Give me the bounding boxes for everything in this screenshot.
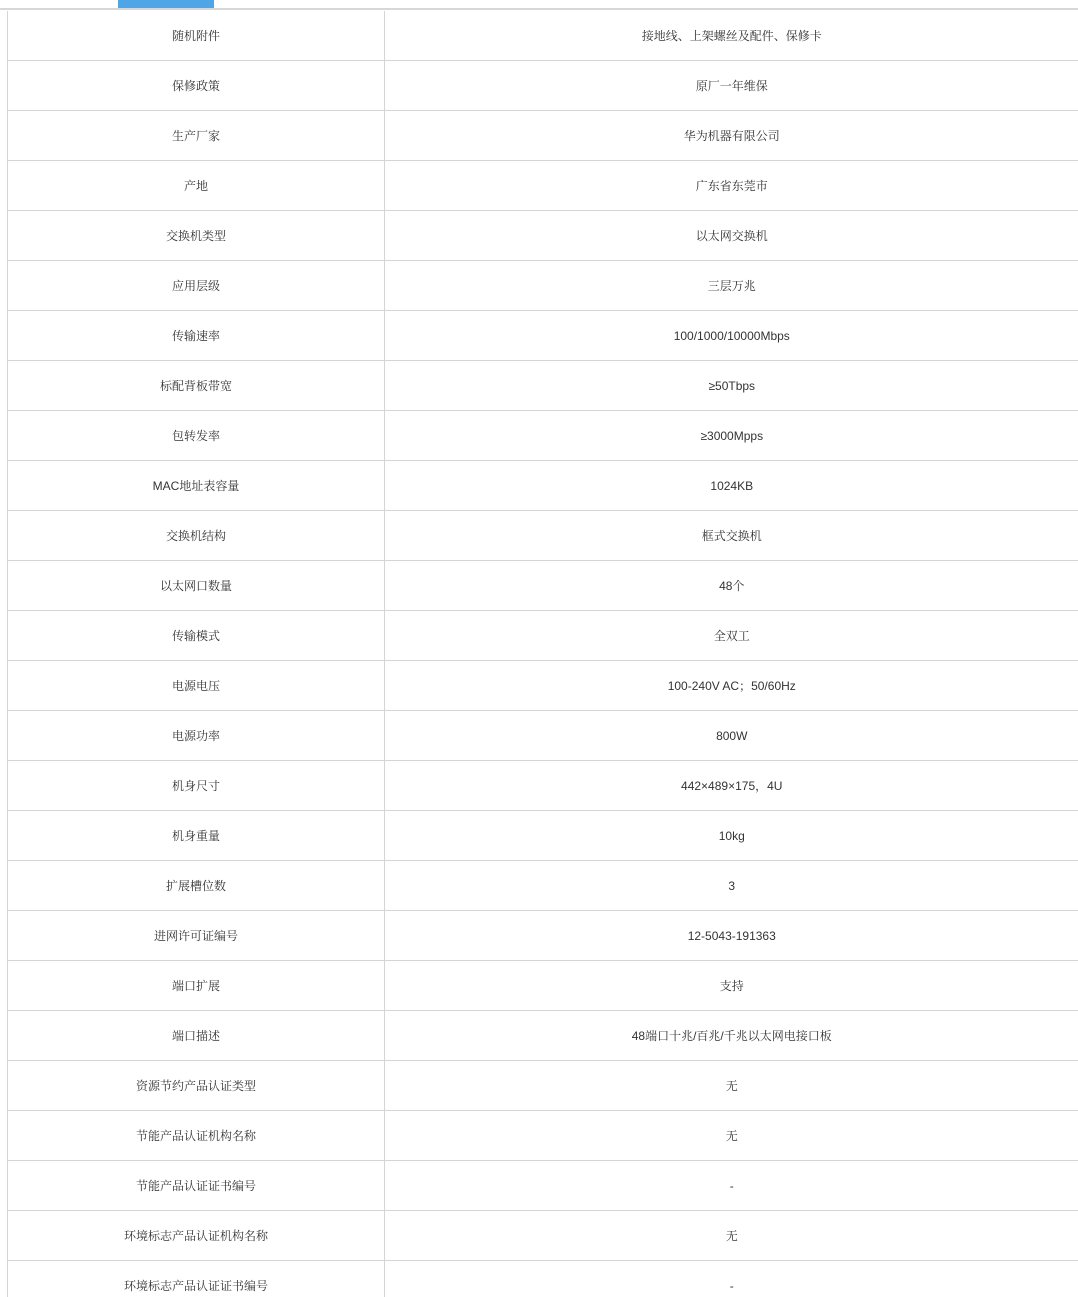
spec-value: 框式交换机 — [385, 511, 1078, 561]
spec-label: 电源功率 — [8, 711, 385, 761]
spec-row — [8, 961, 1078, 1011]
spec-row — [8, 911, 1078, 961]
spec-row — [8, 861, 1078, 911]
spec-value: 48端口十兆/百兆/千兆以太网电接口板 — [385, 1011, 1078, 1061]
spec-label: 节能产品认证机构名称 — [8, 1111, 385, 1161]
spec-table-body — [8, 11, 1078, 1297]
spec-label: 随机附件 — [8, 11, 385, 61]
spec-row — [8, 1061, 1078, 1111]
spec-label: 生产厂家 — [8, 111, 385, 161]
spec-label: 电源电压 — [8, 661, 385, 711]
spec-label: 环境标志产品认证机构名称 — [8, 1211, 385, 1261]
spec-value: 12-5043-191363 — [385, 911, 1078, 961]
spec-label: 产地 — [8, 161, 385, 211]
spec-row — [8, 611, 1078, 661]
spec-row — [8, 161, 1078, 211]
spec-value: - — [385, 1261, 1078, 1297]
spec-value: 800W — [385, 711, 1078, 761]
spec-row — [8, 1261, 1078, 1297]
spec-row — [8, 111, 1078, 161]
spec-row — [8, 661, 1078, 711]
spec-label: 资源节约产品认证类型 — [8, 1061, 385, 1111]
spec-row — [8, 211, 1078, 261]
spec-label: 端口描述 — [8, 1011, 385, 1061]
spec-row — [8, 561, 1078, 611]
spec-row — [8, 1011, 1078, 1061]
spec-row — [8, 461, 1078, 511]
spec-row — [8, 1111, 1078, 1161]
spec-value: ≥50Tbps — [385, 361, 1078, 411]
tab-active-indicator[interactable] — [118, 0, 214, 8]
spec-label: 扩展槽位数 — [8, 861, 385, 911]
spec-value: 广东省东莞市 — [385, 161, 1078, 211]
spec-value: 100/1000/10000Mbps — [385, 311, 1078, 361]
spec-value: 全双工 — [385, 611, 1078, 661]
spec-value: 10kg — [385, 811, 1078, 861]
spec-label: 端口扩展 — [8, 961, 385, 1011]
spec-row — [8, 811, 1078, 861]
spec-label: 传输模式 — [8, 611, 385, 661]
spec-label: 以太网口数量 — [8, 561, 385, 611]
spec-value: 三层万兆 — [385, 261, 1078, 311]
spec-value: 无 — [385, 1061, 1078, 1111]
spec-value: 支持 — [385, 961, 1078, 1011]
spec-value: 以太网交换机 — [385, 211, 1078, 261]
spec-value: 无 — [385, 1211, 1078, 1261]
spec-label: 环境标志产品认证证书编号 — [8, 1261, 385, 1297]
spec-label: 节能产品认证证书编号 — [8, 1161, 385, 1211]
spec-row — [8, 761, 1078, 811]
spec-value: 442×489×175，4U — [385, 761, 1078, 811]
spec-label: 交换机结构 — [8, 511, 385, 561]
spec-label: 标配背板带宽 — [8, 361, 385, 411]
spec-label: MAC地址表容量 — [8, 461, 385, 511]
spec-row — [8, 311, 1078, 361]
spec-row — [8, 511, 1078, 561]
tab-bar-underline — [0, 8, 1078, 10]
spec-value: 原厂一年维保 — [385, 61, 1078, 111]
spec-value: 3 — [385, 861, 1078, 911]
spec-row — [8, 1161, 1078, 1211]
spec-value: 华为机器有限公司 — [385, 111, 1078, 161]
spec-label: 机身重量 — [8, 811, 385, 861]
spec-row — [8, 11, 1078, 61]
spec-row — [8, 61, 1078, 111]
spec-label: 传输速率 — [8, 311, 385, 361]
spec-value: 100-240V AC；50/60Hz — [385, 661, 1078, 711]
spec-label: 机身尺寸 — [8, 761, 385, 811]
spec-label: 进网许可证编号 — [8, 911, 385, 961]
spec-label: 保修政策 — [8, 61, 385, 111]
spec-label: 交换机类型 — [8, 211, 385, 261]
spec-value: ≥3000Mpps — [385, 411, 1078, 461]
spec-row — [8, 261, 1078, 311]
spec-value: 48个 — [385, 561, 1078, 611]
spec-label: 应用层级 — [8, 261, 385, 311]
spec-value: 1024KB — [385, 461, 1078, 511]
tab-bar — [0, 0, 1078, 11]
spec-value: 接地线、上架螺丝及配件、保修卡 — [385, 11, 1078, 61]
spec-value: 无 — [385, 1111, 1078, 1161]
spec-row — [8, 1211, 1078, 1261]
spec-value: - — [385, 1161, 1078, 1211]
spec-table — [7, 11, 1078, 1297]
spec-row — [8, 361, 1078, 411]
spec-label: 包转发率 — [8, 411, 385, 461]
spec-row — [8, 411, 1078, 461]
spec-row — [8, 711, 1078, 761]
